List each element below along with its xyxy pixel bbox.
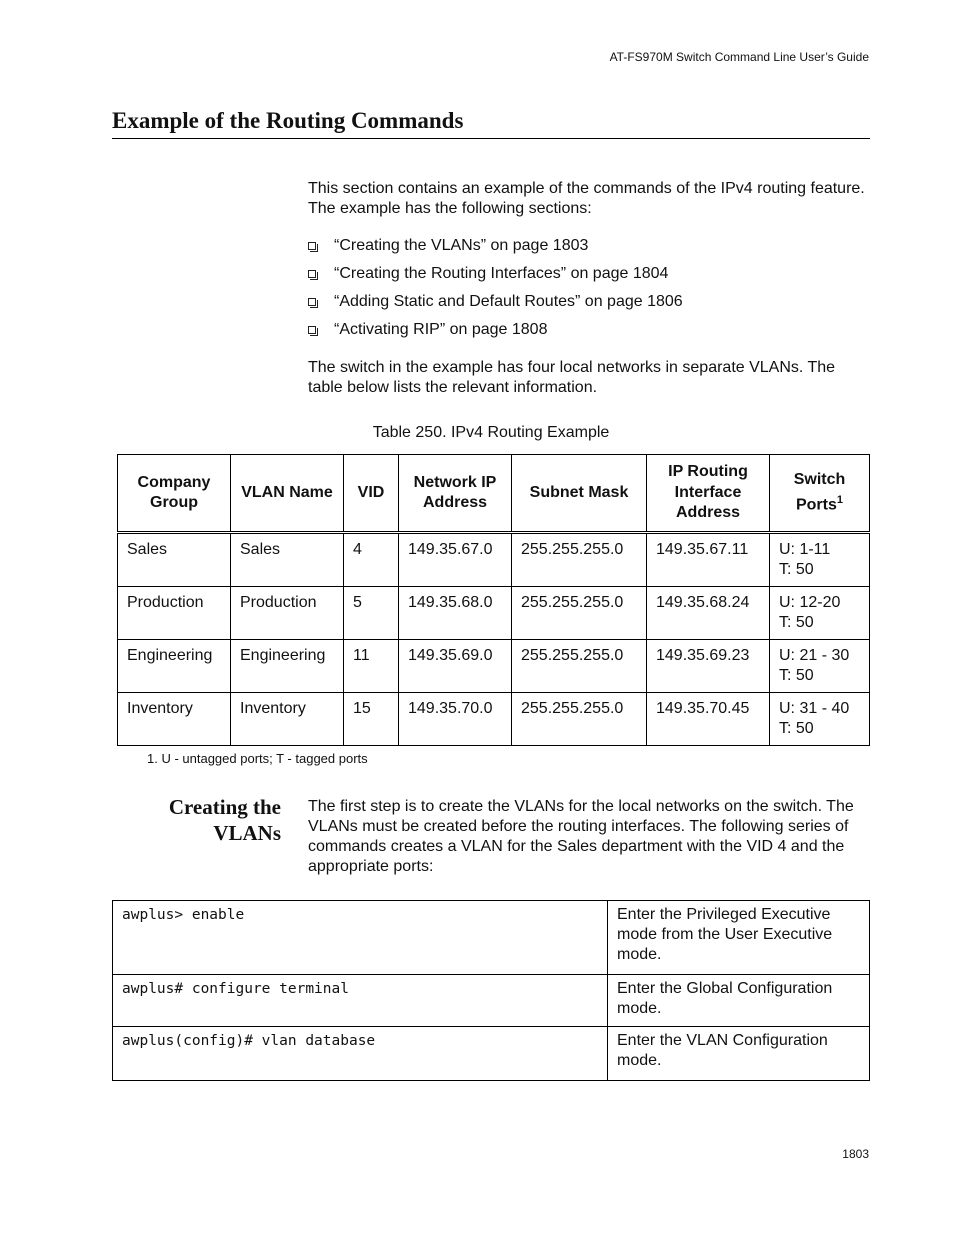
column-header: Company Group [118,455,231,533]
table-cell: 149.35.67.0 [399,533,512,587]
column-header: VID [344,455,399,533]
column-header: VLAN Name [231,455,344,533]
list-item-link[interactable]: “Activating RIP” on page 1808 [334,321,548,338]
table-cell: 149.35.70.0 [399,693,512,746]
intro-paragraph: This section contains an example of the commands of the IPv4 routing feature. The example has the following sections: [308,180,865,217]
list-item[interactable] [308,292,683,320]
subsection-title-line: VLANs [213,821,281,845]
list-item[interactable] [308,236,683,264]
subsection-title-line: Creating the [168,795,281,819]
routing-example-table [117,454,870,746]
table-row [113,1027,870,1081]
section-title: Example of the Routing Commands [112,108,870,139]
running-head: AT-FS970M Switch Command Line User’s Guide [609,50,869,64]
description-cell: Enter the Global Configuration mode. [608,975,870,1027]
table-cell: 255.255.255.0 [512,693,647,746]
table-cell: 255.255.255.0 [512,640,647,693]
table-caption: Table 250. IPv4 Routing Example [372,424,610,441]
table-row [118,533,870,587]
table-cell: U: 12-20 T: 50 [770,587,870,640]
list-item-link[interactable]: “Adding Static and Default Routes” on page 1806 [334,293,683,310]
table-cell: Inventory [231,693,344,746]
table-cell: 149.35.68.0 [399,587,512,640]
table-row [118,587,870,640]
table-row [118,693,870,746]
table-cell: 149.35.70.45 [647,693,770,746]
table-cell: Engineering [118,640,231,693]
list-item[interactable] [308,320,683,348]
checkbox-bullet-icon [308,326,316,334]
table-cell: 4 [344,533,399,587]
column-header: Subnet Mask [512,455,647,533]
column-header: Network IP Address [399,455,512,533]
table-cell: U: 21 - 30 T: 50 [770,640,870,693]
section-list [308,236,683,348]
list-item-link[interactable]: “Creating the VLANs” on page 1803 [334,237,589,254]
list-item-link[interactable]: “Creating the Routing Interfaces” on page 1804 [334,265,669,282]
table-cell: 5 [344,587,399,640]
subsection-title [112,794,281,846]
table-cell: U: 1-11 T: 50 [770,533,870,587]
checkbox-bullet-icon [308,242,316,250]
table-row [113,975,870,1027]
table-cell: U: 31 - 40 T: 50 [770,693,870,746]
table-cell: Production [231,587,344,640]
column-header: Switch Ports$^1$ [770,455,870,533]
table-row [113,901,870,975]
subsection-body: The first step is to create the VLANs for the local networks on the switch. The VLANs must be created before the routing interfaces. The following series of commands creates a VLAN for the Sales department with the VID 4 and the appropriate ports: [308,798,854,875]
description-cell: Enter the Privileged Executive mode from the User Executive mode. [608,901,870,975]
table-cell: 149.35.68.24 [647,587,770,640]
table-cell: 255.255.255.0 [512,533,647,587]
table-row [118,640,870,693]
table-cell: 11 [344,640,399,693]
table-cell: Inventory [118,693,231,746]
list-item[interactable] [308,264,683,292]
command-cell: awplus> enable [113,901,608,975]
table-cell: 15 [344,693,399,746]
table-cell: 149.35.69.23 [647,640,770,693]
command-table [112,900,870,1081]
command-cell: awplus# configure terminal [113,975,608,1027]
description-cell: Enter the VLAN Configuration mode. [608,1027,870,1081]
command-cell: awplus(config)# vlan database [113,1027,608,1081]
page-number: 1803 [842,1147,869,1161]
table-cell: 149.35.67.11 [647,533,770,587]
table-cell: Engineering [231,640,344,693]
table-cell: Production [118,587,231,640]
table-cell: 255.255.255.0 [512,587,647,640]
table-cell: Sales [231,533,344,587]
checkbox-bullet-icon [308,298,316,306]
checkbox-bullet-icon [308,270,316,278]
table-intro-paragraph: The switch in the example has four local networks in separate VLANs. The table below lists the relevant information. [308,359,836,396]
table-header-row [118,455,870,533]
column-header: IP Routing Interface Address [647,455,770,533]
table-cell: Sales [118,533,231,587]
table-cell: 149.35.69.0 [399,640,512,693]
footnote-mark: 1 [836,494,844,507]
table-footnote: 1. U - untagged ports; T - tagged ports [147,751,368,766]
